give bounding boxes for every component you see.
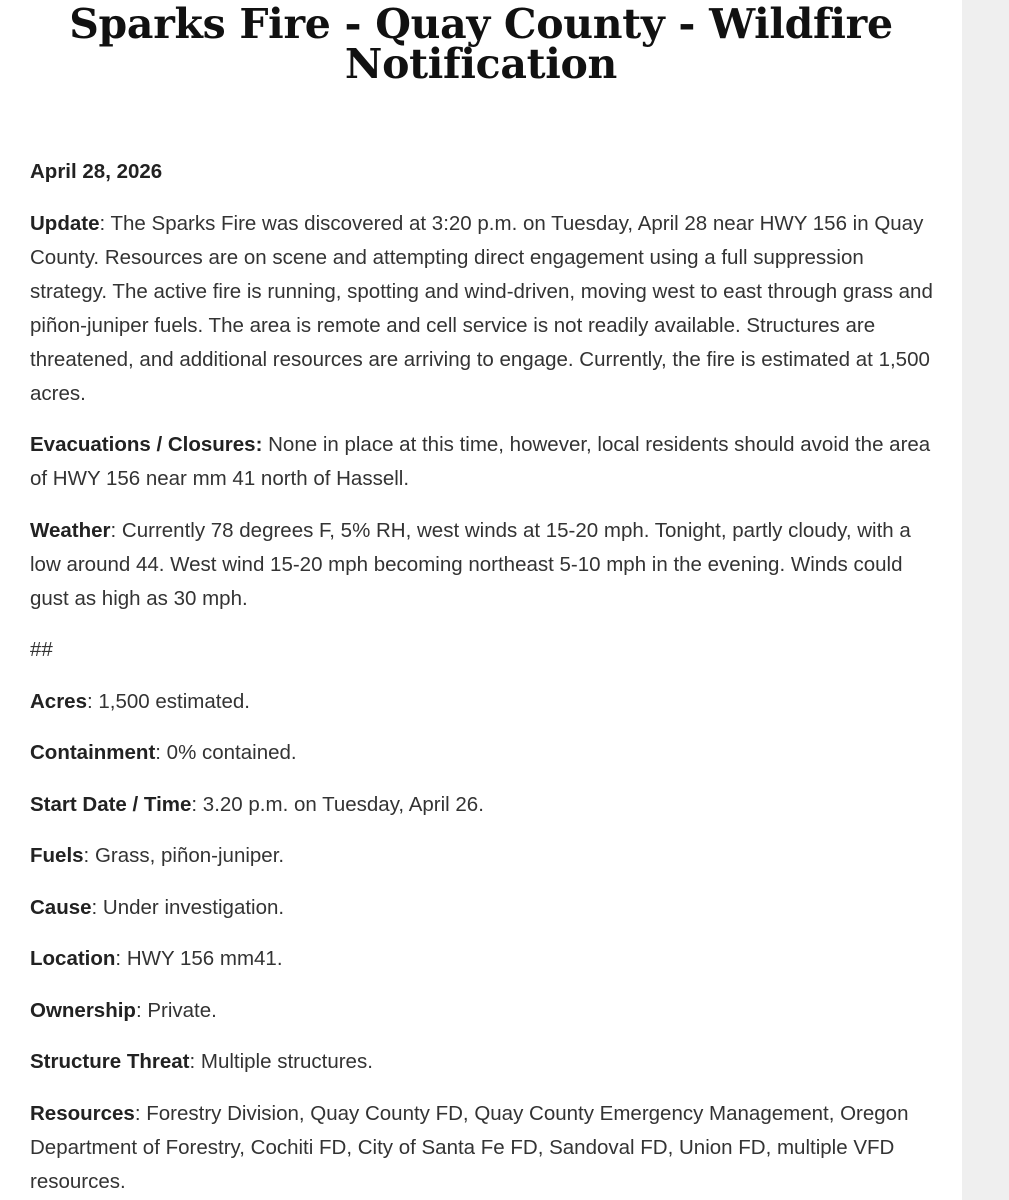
page-side-gutter: [962, 0, 1009, 1200]
page-title: Sparks Fire - Quay County - Wildfire Notification: [69, 0, 893, 88]
date-line: [30, 155, 940, 189]
fact-label: Start Date / Time: [30, 792, 192, 816]
fact-label: Cause: [30, 895, 92, 919]
fact-label: Acres: [30, 689, 87, 713]
fact-label: Resources: [30, 1101, 135, 1125]
fact-label: Containment: [30, 741, 156, 764]
weather-label: Weather: [30, 518, 111, 542]
fact-ownership: [30, 994, 940, 1028]
update-text: : The Sparks Fire was discovered at 3:20 p.m. on Tuesday, April 28 near HWY 156 in Quay County. Resources are on scene and attempting direct engagement using a full suppression strategy. The active fire is running, spotting and wind-driven, moving west to east through grass and piñon-juniper fuels. The area is remote and cell service is not readily available. Structures are threatened, and additional resources are arriving to engage. Currently, the fire is estimated at 1,500 acres.: [30, 211, 933, 405]
fact-value: : 1,500 estimated.: [87, 689, 250, 713]
fact-resources: [30, 1097, 940, 1199]
fact-location: [30, 942, 940, 976]
update-label: Update: [30, 211, 100, 235]
fact-value: : 0% contained.: [155, 741, 297, 764]
fact-value: : 3.20 p.m. on Tuesday, April 26.: [191, 792, 484, 816]
fact-label: Location: [30, 947, 116, 970]
fact-value: : Forestry Division, Quay County FD, Quay County Emergency Management, Oregon Department of Forestry, Cochiti FD, City of Santa Fe FD, Sandoval FD, Union FD, multiple VFD resources.: [30, 1101, 909, 1193]
fact-structure-threat: [30, 1045, 940, 1079]
evacuations-paragraph: [30, 428, 940, 496]
evacuations-text: None in place at this time, however, local residents should avoid the area of HWY 156 near mm 41 north of Hassell.: [30, 433, 931, 490]
fact-value: : Under investigation.: [91, 895, 285, 919]
weather-paragraph: [30, 514, 940, 616]
fact-value: : Private.: [135, 998, 217, 1022]
fact-value: : HWY 156 mm41.: [115, 947, 283, 970]
article-body: [30, 155, 940, 1200]
fact-value: : Multiple structures.: [189, 1050, 373, 1073]
weather-text: : Currently 78 degrees F, 5% RH, west winds at 15-20 mph. Tonight, partly cloudy, with a low around 44. West wind 15-20 mph becoming northeast 5-10 mph in the evening. Winds could gust as high as 30 mph.: [30, 518, 911, 610]
fact-label: Ownership: [30, 998, 136, 1022]
date: April 28, 2026: [30, 160, 163, 183]
fact-containment: [30, 736, 940, 770]
fact-label: Structure Threat: [30, 1050, 190, 1073]
fact-acres: [30, 685, 940, 719]
fact-fuels: [30, 839, 940, 873]
fact-value: : Grass, piñon-juniper.: [83, 844, 285, 867]
update-paragraph: [30, 207, 940, 411]
fact-cause: [30, 891, 940, 925]
evacuations-label: Evacuations / Closures:: [30, 433, 263, 456]
fact-start-date-time: [30, 788, 940, 822]
separator: ##: [30, 638, 53, 661]
fact-label: Fuels: [30, 844, 84, 867]
